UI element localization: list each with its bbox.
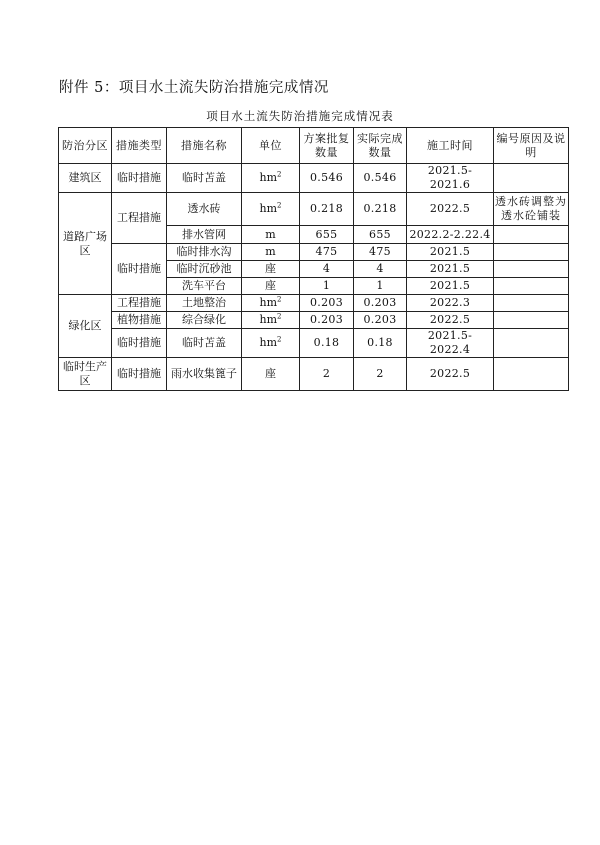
planned-cell: 0.18 bbox=[300, 329, 354, 358]
header-zone: 防治分区 bbox=[59, 128, 112, 164]
planned-cell: 2 bbox=[300, 358, 354, 391]
measure-name: 临时排水沟 bbox=[167, 244, 242, 261]
actual-cell: 2 bbox=[354, 358, 407, 391]
note-cell bbox=[494, 244, 569, 261]
note-cell bbox=[494, 312, 569, 329]
unit-cell: 座 bbox=[242, 278, 300, 295]
actual-cell: 655 bbox=[354, 226, 407, 244]
table-row bbox=[59, 164, 569, 193]
planned-cell: 475 bbox=[300, 244, 354, 261]
note-cell bbox=[494, 358, 569, 391]
planned-cell: 1 bbox=[300, 278, 354, 295]
planned-cell: 655 bbox=[300, 226, 354, 244]
note-cell bbox=[494, 278, 569, 295]
actual-cell: 0.18 bbox=[354, 329, 407, 358]
zone-cell: 临时生产区 bbox=[59, 358, 112, 391]
table-row bbox=[59, 193, 569, 226]
actual-cell: 0.203 bbox=[354, 312, 407, 329]
zone-cell: 绿化区 bbox=[59, 295, 112, 358]
zone-cell: 建筑区 bbox=[59, 164, 112, 193]
note-cell bbox=[494, 226, 569, 244]
planned-cell: 0.203 bbox=[300, 312, 354, 329]
table-title: 项目水土流失防治措施完成情况表 bbox=[206, 109, 394, 123]
note-cell bbox=[494, 261, 569, 278]
actual-cell: 0.546 bbox=[354, 164, 407, 193]
header-actual: 实际完成数量 bbox=[354, 128, 407, 164]
time-cell: 2021.5-2022.4 bbox=[407, 329, 494, 358]
unit-cell: $hm^2$ bbox=[242, 329, 300, 358]
measure-name: 排水管网 bbox=[167, 226, 242, 244]
header-name: 措施名称 bbox=[167, 128, 242, 164]
time-cell: 2022.5 bbox=[407, 312, 494, 329]
type-cell: 临时措施 bbox=[112, 358, 167, 391]
table-row bbox=[59, 329, 569, 358]
measure-name: 综合绿化 bbox=[167, 312, 242, 329]
header-type: 措施类型 bbox=[112, 128, 167, 164]
note-cell: 透水砖调整为透水砼铺装 bbox=[494, 193, 569, 226]
actual-cell: 0.203 bbox=[354, 295, 407, 312]
actual-cell: 0.218 bbox=[354, 193, 407, 226]
planned-cell: 4 bbox=[300, 261, 354, 278]
header-note: 编号原因及说明 bbox=[494, 128, 569, 164]
type-cell: 临时措施 bbox=[112, 329, 167, 358]
time-cell: 2022.2-2.22.4 bbox=[407, 226, 494, 244]
header-time: 施工时间 bbox=[407, 128, 494, 164]
unit-cell: $hm^2$ bbox=[242, 312, 300, 329]
measure-name: 临时沉砂池 bbox=[167, 261, 242, 278]
time-cell: 2021.5 bbox=[407, 261, 494, 278]
time-cell: 2021.5-2021.6 bbox=[407, 164, 494, 193]
zone-cell: 道路广场区 bbox=[59, 193, 112, 295]
table-row bbox=[59, 358, 569, 391]
type-cell: 工程措施 bbox=[112, 193, 167, 244]
unit-cell: 座 bbox=[242, 261, 300, 278]
measure-name: 临时苫盖 bbox=[167, 329, 242, 358]
table-row bbox=[59, 244, 569, 261]
table-row bbox=[59, 295, 569, 312]
note-cell bbox=[494, 295, 569, 312]
unit-cell: $hm^2$ bbox=[242, 164, 300, 193]
time-cell: 2022.5 bbox=[407, 358, 494, 391]
actual-cell: 475 bbox=[354, 244, 407, 261]
measures-table bbox=[58, 127, 569, 391]
measure-name: 临时苫盖 bbox=[167, 164, 242, 193]
actual-cell: 1 bbox=[354, 278, 407, 295]
unit-cell: $hm^2$ bbox=[242, 295, 300, 312]
planned-cell: 0.218 bbox=[300, 193, 354, 226]
header-planned: 方案批复数量 bbox=[300, 128, 354, 164]
time-cell: 2022.5 bbox=[407, 193, 494, 226]
measure-name: 洗车平台 bbox=[167, 278, 242, 295]
unit-cell: m bbox=[242, 244, 300, 261]
type-cell: 工程措施 bbox=[112, 295, 167, 312]
measure-name: 透水砖 bbox=[167, 193, 242, 226]
page-heading: 附件 5：项目水土流失防治措施完成情况 bbox=[59, 80, 329, 96]
time-cell: 2021.5 bbox=[407, 244, 494, 261]
planned-cell: 0.203 bbox=[300, 295, 354, 312]
measure-name: 土地整治 bbox=[167, 295, 242, 312]
unit-cell: 座 bbox=[242, 358, 300, 391]
type-cell: 临时措施 bbox=[112, 164, 167, 193]
table-row bbox=[59, 312, 569, 329]
time-cell: 2022.3 bbox=[407, 295, 494, 312]
type-cell: 临时措施 bbox=[112, 244, 167, 295]
type-cell: 植物措施 bbox=[112, 312, 167, 329]
actual-cell: 4 bbox=[354, 261, 407, 278]
note-cell bbox=[494, 164, 569, 193]
header-unit: 单位 bbox=[242, 128, 300, 164]
unit-cell: m bbox=[242, 226, 300, 244]
planned-cell: 0.546 bbox=[300, 164, 354, 193]
time-cell: 2021.5 bbox=[407, 278, 494, 295]
table-header-row bbox=[59, 128, 569, 164]
unit-cell: $hm^2$ bbox=[242, 193, 300, 226]
measure-name: 雨水收集篦子 bbox=[167, 358, 242, 391]
note-cell bbox=[494, 329, 569, 358]
